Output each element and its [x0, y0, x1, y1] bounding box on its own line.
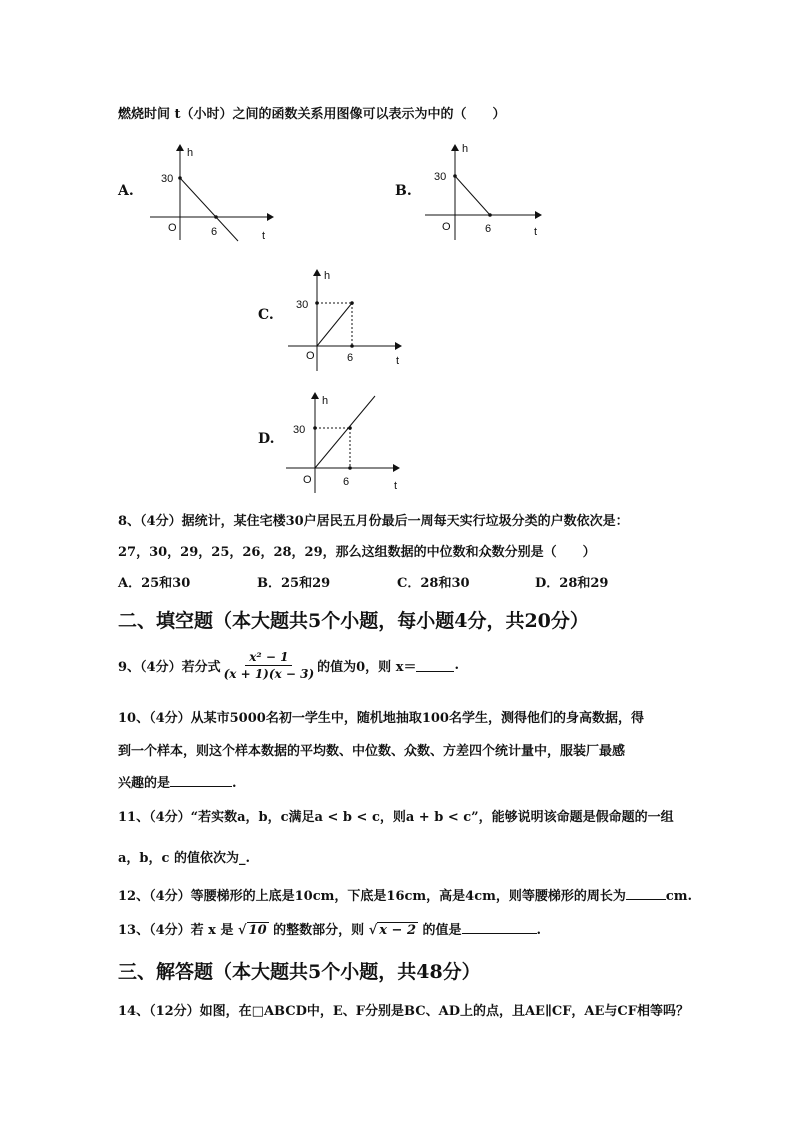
y-tick-label: 30: [434, 171, 447, 183]
x-axis-name: t: [396, 355, 400, 367]
x-tick-label: 6: [211, 226, 218, 238]
y-axis-name: h: [462, 143, 469, 155]
q9-answer-blank[interactable]: [416, 659, 454, 672]
q8-line2: 27，30，29，25，26，28，29，那么这组数据的中位数和众数分别是（ ）: [118, 545, 596, 560]
y-tick-label: 30: [293, 424, 306, 436]
x-tick-label: 6: [347, 352, 354, 364]
section-3-title: 三、解答题（本大题共5个小题，共48分）: [118, 961, 481, 983]
x-axis-arrow: [535, 211, 542, 219]
q8-choice-b: B．25和29: [257, 576, 331, 591]
x-axis-name: t: [262, 230, 266, 242]
q13-middle: 的整数部分，则: [273, 923, 365, 938]
q10-line2: 到一个样本，则这个样本数据的平均数、中位数、众数、方差四个统计量中，服装厂最感: [118, 744, 626, 759]
option-c-graph: [285, 265, 410, 379]
y-axis-name: h: [322, 395, 329, 407]
x-axis-name: t: [394, 480, 398, 492]
y-tick-label: 30: [161, 173, 174, 185]
section-2-title: 二、填空题（本大题共5个小题，每小题4分，共20分）: [118, 610, 589, 632]
y-tick-label: 30: [296, 299, 309, 311]
q12-answer-blank[interactable]: [626, 887, 666, 900]
q14: 14、（12分）如图，在□ABCD中，E、F分别是BC、AD上的点，且AE∥CF，AE与CF相等吗？: [118, 1004, 689, 1019]
point: [488, 213, 492, 217]
point: [350, 301, 354, 305]
q9-denominator: (x + 1)(x − 3): [223, 667, 315, 681]
q13-prefix: 13、（4分）若 x 是: [118, 923, 234, 938]
q10-line1: 10、（4分）从某市5000名初一学生中，随机地抽取100名学生，测得他们的身高数据，得: [118, 711, 644, 726]
sqrt-symbol: √: [368, 923, 378, 938]
option-b-label: B.: [395, 183, 412, 199]
point: [313, 426, 317, 430]
sqrt-symbol: √: [237, 923, 247, 938]
origin-label: O: [306, 350, 315, 362]
q13-suffix: 的值是: [422, 923, 462, 938]
option-a-label: A.: [118, 183, 134, 199]
y-axis-arrow: [176, 144, 184, 151]
option-b-graph: [420, 140, 555, 249]
q8-line1: 8、（4分）据统计，某住宅楼30户居民五月份最后一周每天实行垃圾分类的户数依次是：: [118, 514, 629, 529]
q10-line3: [118, 772, 237, 791]
q13-end: .: [536, 923, 542, 938]
q7-text: 燃烧时间 t（小时）之间的函数关系用图像可以表示为中的（ ）: [118, 107, 506, 122]
option-c-label: C.: [258, 307, 274, 323]
q9-prefix: 9、（4分）若分式: [118, 660, 221, 675]
x-axis-arrow: [393, 464, 400, 472]
origin-label: O: [442, 221, 451, 233]
q8-choice-c: C．28和30: [397, 576, 470, 591]
q13-answer-blank[interactable]: [462, 921, 537, 934]
origin-label: O: [303, 474, 312, 486]
point: [348, 426, 352, 430]
x-tick-label: 6: [485, 223, 492, 235]
point: [348, 466, 352, 470]
q13: [118, 919, 541, 938]
option-d-graph: [283, 388, 408, 502]
point: [214, 215, 218, 219]
point: [350, 344, 354, 348]
q8-choice-d: D．28和29: [535, 576, 609, 591]
q9-end: .: [454, 658, 459, 673]
point: [453, 174, 457, 178]
x-axis-arrow: [267, 213, 274, 221]
q8-choice-a: A．25和30: [118, 576, 191, 591]
graph-line: [180, 178, 238, 241]
q9-suffix: 的值为0，则 x＝: [317, 660, 417, 675]
point: [178, 176, 182, 180]
q11-line2: a，b，c 的值依次为_.: [118, 851, 250, 866]
q9: [118, 650, 459, 681]
x-tick-label: 6: [343, 476, 350, 488]
q12: [118, 885, 692, 904]
q12-text: 12、（4分）等腰梯形的上底是10cm，下底是16cm，高是4cm，则等腰梯形的周长为: [118, 889, 626, 904]
option-d-label: D.: [258, 431, 275, 447]
q10-answer-blank[interactable]: [170, 774, 232, 787]
x-axis-name: t: [534, 226, 538, 238]
y-axis-name: h: [324, 270, 331, 282]
graph-line: [455, 176, 490, 215]
q11-line1: 11、（4分）“若实数a，b，c满足a < b < c，则a + b < c”，能够说明该命题是假命题的一组: [118, 810, 674, 825]
y-axis-arrow: [451, 144, 459, 151]
y-axis-arrow: [311, 392, 319, 399]
q13-radicand-2: x − 2: [379, 923, 416, 938]
graph-line: [317, 303, 352, 346]
q13-radicand-1: 10: [248, 923, 267, 938]
q9-numerator: x² − 1: [245, 650, 292, 666]
point: [315, 301, 319, 305]
origin-label: O: [168, 222, 177, 234]
q10-end: .: [232, 776, 237, 791]
q9-fraction: [224, 650, 315, 681]
y-axis-name: h: [187, 147, 194, 159]
q10-line3-text: 兴趣的是: [118, 776, 171, 791]
x-axis-arrow: [395, 342, 402, 350]
option-a-graph: [145, 140, 280, 249]
y-axis-arrow: [313, 269, 321, 276]
q12-unit: cm.: [665, 889, 693, 904]
